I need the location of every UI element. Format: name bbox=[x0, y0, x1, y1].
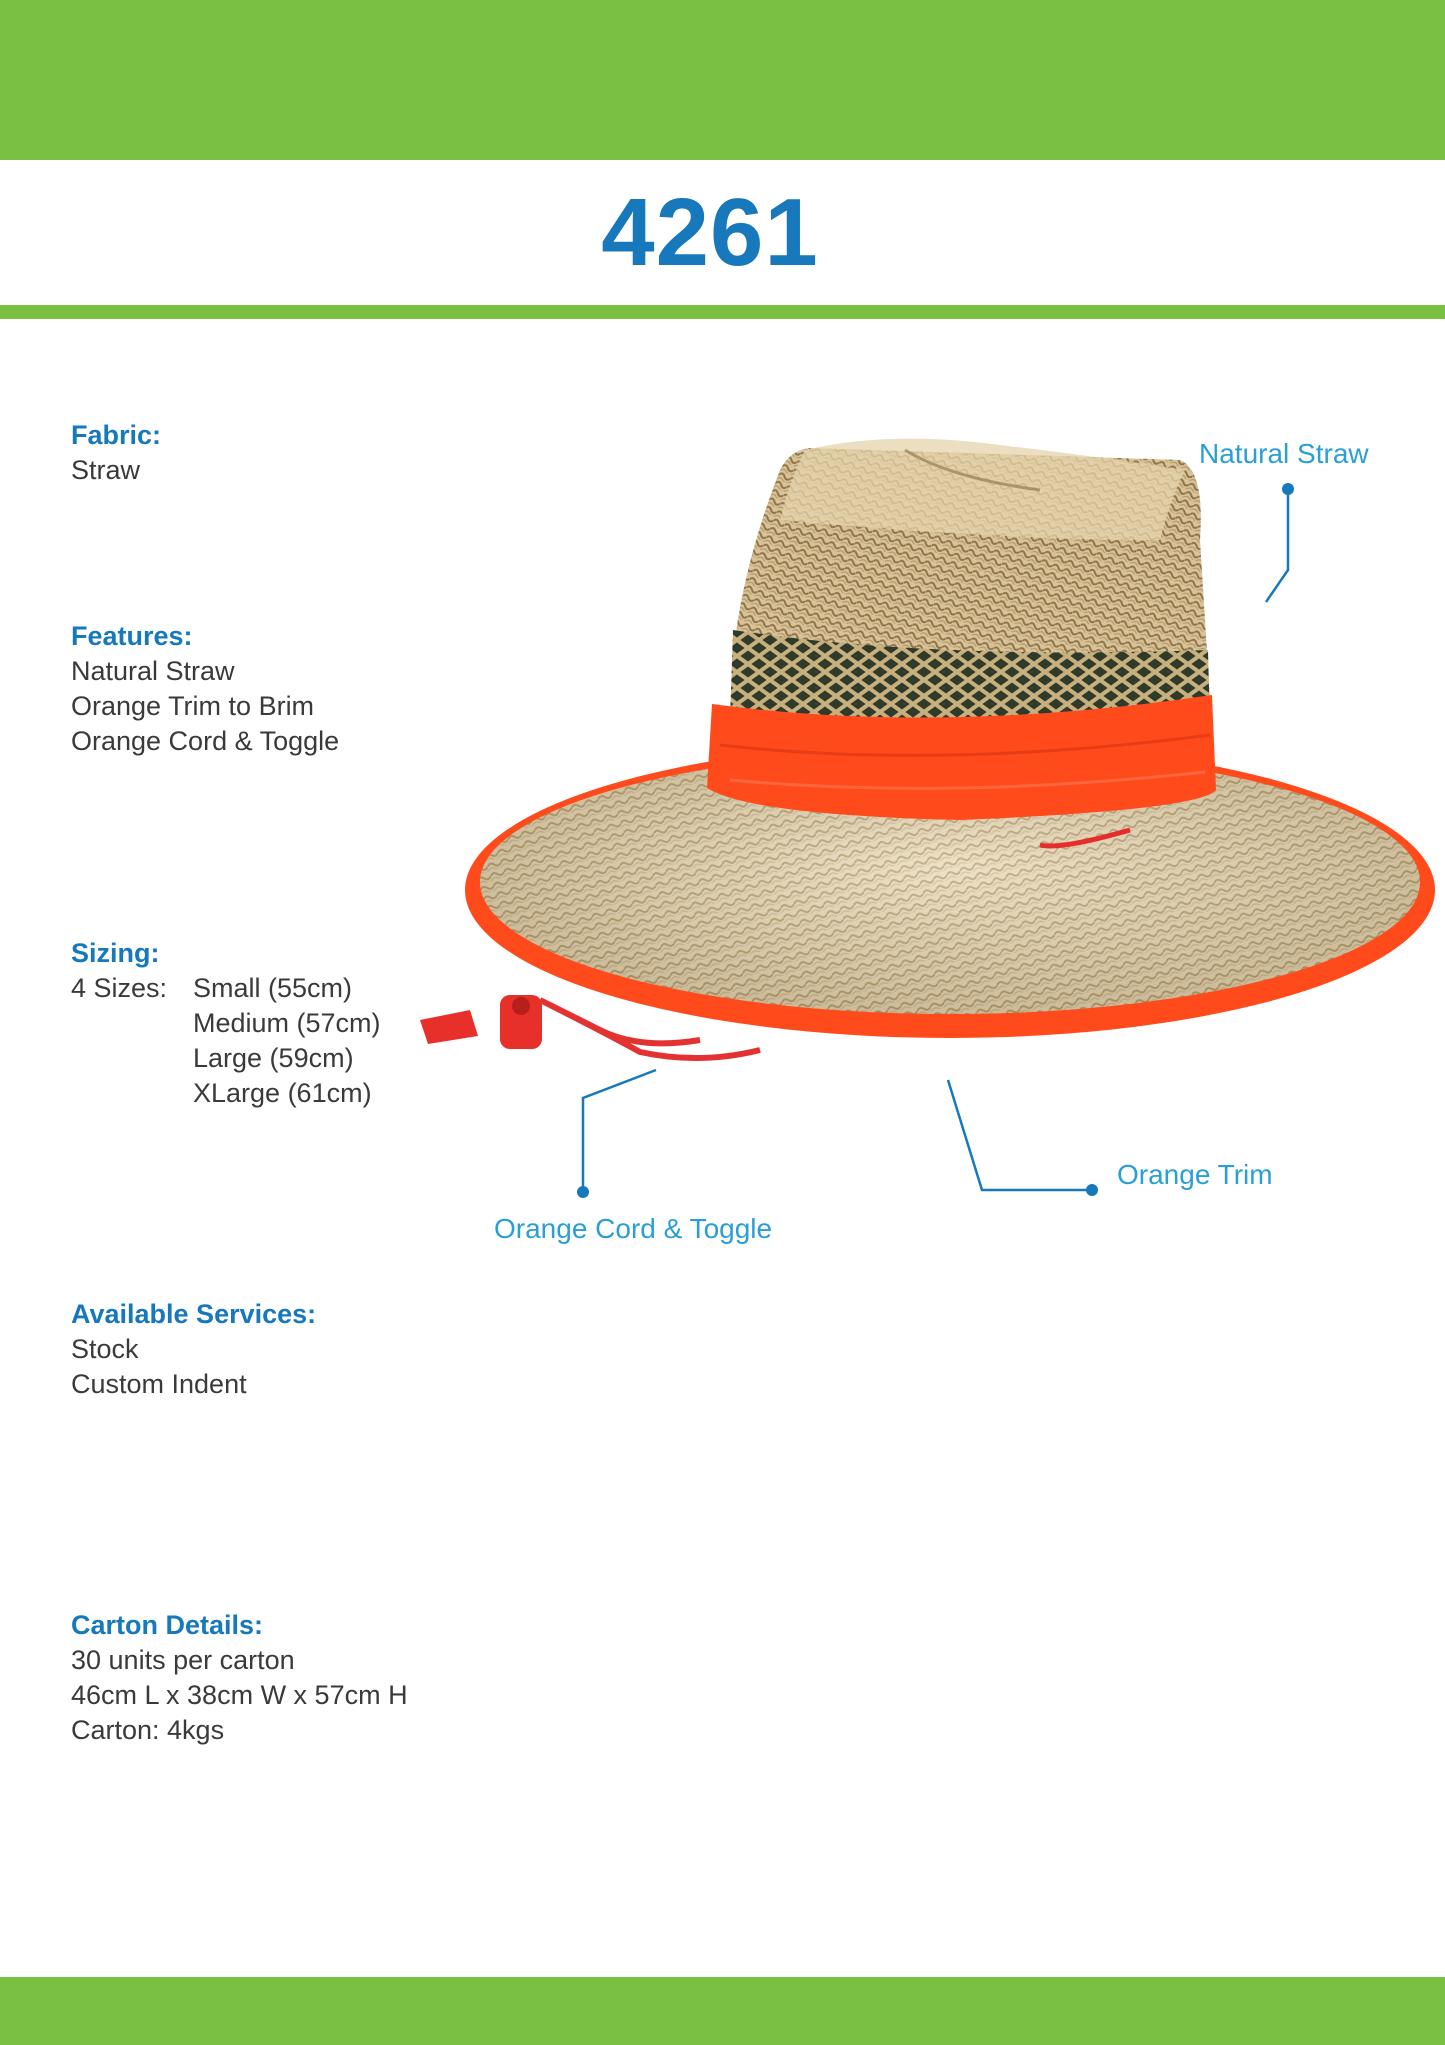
fabric-value: Straw bbox=[71, 455, 141, 485]
callout-natural-straw: Natural Straw bbox=[1199, 438, 1369, 469]
product-code-title: 4261 bbox=[601, 179, 819, 286]
natural-straw-pointer bbox=[1266, 483, 1294, 602]
sizes-prefix: 4 Sizes: bbox=[71, 973, 168, 1003]
size-item: Medium (57cm) bbox=[193, 1008, 381, 1038]
callout-orange-trim: Orange Trim bbox=[1117, 1159, 1273, 1190]
orange-trim-pointer bbox=[948, 1080, 1098, 1196]
size-item: Large (59cm) bbox=[193, 1043, 354, 1073]
feature-item: Orange Cord & Toggle bbox=[71, 726, 340, 756]
service-item: Custom Indent bbox=[71, 1369, 247, 1399]
carton-item: 30 units per carton bbox=[71, 1645, 295, 1675]
features-heading: Features: bbox=[71, 621, 193, 651]
carton-item: Carton: 4kgs bbox=[71, 1715, 225, 1745]
size-item: Small (55cm) bbox=[193, 973, 353, 1003]
bottom-green-band bbox=[0, 1977, 1445, 2045]
sizing-heading: Sizing: bbox=[71, 938, 160, 968]
callout-cord-toggle: Orange Cord & Toggle bbox=[494, 1213, 773, 1244]
service-item: Stock bbox=[71, 1334, 139, 1364]
feature-item: Orange Trim to Brim bbox=[71, 691, 315, 721]
services-section bbox=[71, 1297, 316, 1402]
size-item: XLarge (61cm) bbox=[193, 1078, 372, 1108]
feature-item: Natural Straw bbox=[71, 656, 235, 686]
carton-section bbox=[71, 1608, 408, 1748]
cord-toggle bbox=[420, 995, 542, 1049]
services-heading: Available Services: bbox=[71, 1299, 317, 1329]
cord-toggle-pointer bbox=[577, 1070, 656, 1198]
carton-item: 46cm L x 38cm W x 57cm H bbox=[71, 1680, 408, 1710]
fabric-heading: Fabric: bbox=[71, 420, 162, 450]
carton-heading: Carton Details: bbox=[71, 1610, 264, 1640]
